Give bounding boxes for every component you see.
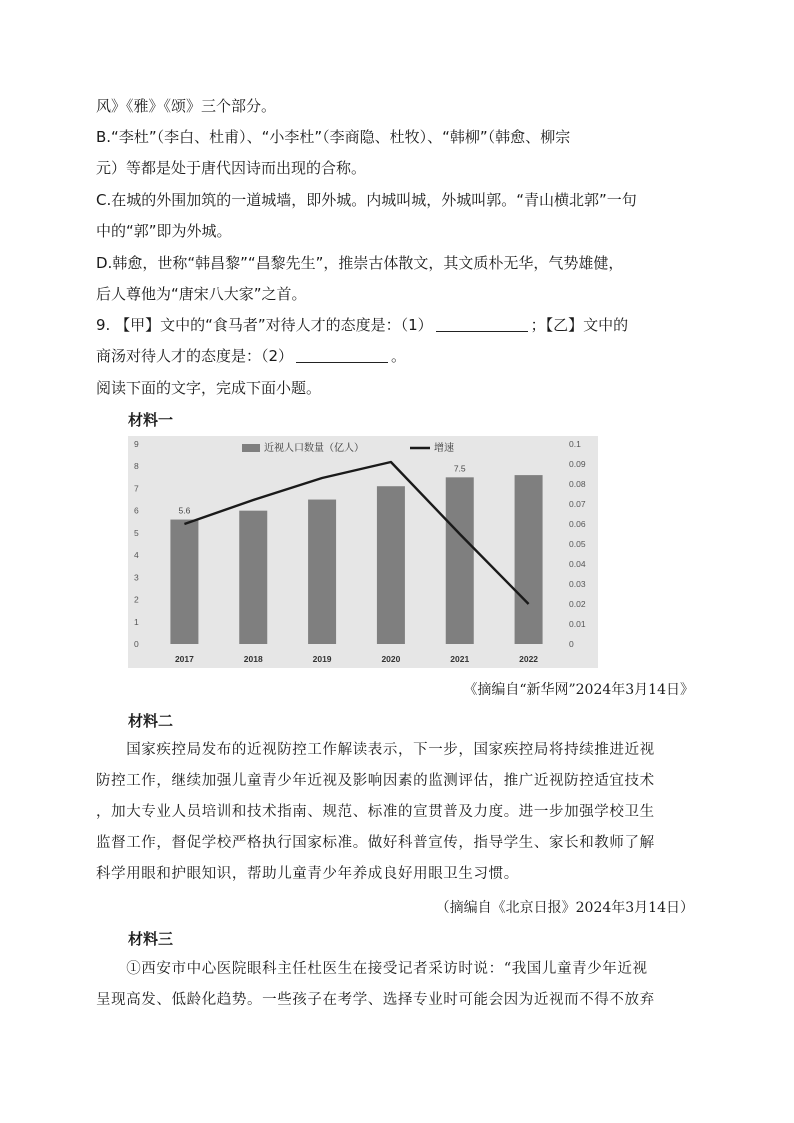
legend-line-label: 增速 [434,443,454,454]
y-left-tick-label: 4 [134,550,139,561]
x-tick-label: 2019 [312,654,332,664]
x-tick-label: 2020 [381,654,401,664]
y-right-tick-label: 0.06 [569,519,586,529]
option-b-line-1: B.“李杜”（李白、杜甫）、“小李杜”（李商隐、杜牧）、“韩柳”（韩愈、柳宗 [96,128,571,146]
y-right-tick-label: 0.01 [569,619,586,629]
material-1-source: 《摘编自“新华网”2024年3月14日》 [463,682,694,698]
y-right-tick-label: 0.07 [569,499,586,509]
bar-2018 [239,511,267,644]
data-label-2017: 5.6 [178,505,191,516]
y-left-tick-label: 1 [134,616,139,627]
y-right-tick-label: 0 [569,639,574,649]
y-right-tick-label: 0.09 [569,459,586,469]
paragraph-line: 国家疾控局发布的近视防控工作解读表示，下一步，国家疾控局将持续推进近视 [96,742,655,758]
option-d-line-1: D.韩愈，世称“韩昌黎”“昌黎先生”，推崇古体散文，其文质朴无华，气势雄健， [96,254,624,272]
bar-2022 [515,475,543,644]
data-label-2021: 7.5 [453,463,466,474]
option-b-line-2: 元）等都是处于唐代因诗而出现的合称。 [96,159,367,177]
answer-blank-2[interactable] [296,348,388,363]
paragraph-line: 监督工作，督促学校严格执行国家标准。做好科普宣传，指导学生、家长和教师了解 [96,835,655,851]
text-line: 风》《雅》《颂》三个部分。 [96,97,277,115]
material-2-heading: 材料二 [128,712,174,730]
question-9-text: 9. 【甲】文中的“食马者”对待人才的态度是：（1） [96,316,433,334]
paragraph-line: ①西安市中心医院眼科主任杜医生在接受记者采访时说：“我国儿童青少年近视 [96,961,648,977]
x-tick-label: 2022 [519,654,539,664]
question-9-text-2: ；【乙】文中的 [530,316,629,334]
material-3-heading: 材料三 [128,930,174,948]
paragraph-line: 科学用眼和护眼知识，帮助儿童青少年养成良好用眼卫生习惯。 [96,866,519,882]
y-left-tick-label: 5 [134,527,139,538]
y-right-tick-label: 0.03 [569,579,586,589]
y-left-tick-label: 6 [134,505,139,516]
material-2-paragraph [96,735,700,890]
answer-blank-1[interactable] [436,317,528,332]
y-right-tick-label: 0.1 [569,439,581,449]
option-d-line-2: 后人尊他为“唐宋八大家”之首。 [96,285,307,303]
question-9-line-1 [96,315,628,335]
y-left-tick-label: 0 [134,639,139,649]
legend-bar-swatch [242,444,260,452]
y-left-tick-label: 3 [134,572,139,583]
instruction: 阅读下面的文字，完成下面小题。 [96,379,322,397]
paragraph-line: 防控工作，继续加强儿童青少年近视及影响因素的监测评估，推广近视防控适宜技术 [96,773,655,789]
bar-2021 [446,477,474,644]
material-1-heading: 材料一 [128,411,174,429]
x-tick-label: 2018 [243,654,263,664]
paragraph-line: 呈现高发、低龄化趋势。一些孩子在考学、选择专业时可能会因为近视而不得不放弃 [96,992,655,1008]
y-left-tick-label: 2 [134,594,139,605]
material-2-source: （摘编自《北京日报》2024年3月14日） [435,900,694,916]
y-right-tick-label: 0.05 [569,539,586,549]
x-tick-label: 2017 [174,654,194,664]
question-9-text-4: 。 [391,347,407,365]
option-c-line-1: C.在城的外围加筑的一道城墙，即外城。内城叫城，外城叫郭。“青山横北郭”一句 [96,191,637,209]
paragraph-line: ，加大专业人员培训和技术指南、规范、标准的宣贯普及力度。进一步加强学校卫生 [96,804,655,820]
material-3-paragraph [96,954,700,1016]
y-left-tick-label: 8 [134,461,139,472]
x-tick-label: 2021 [450,654,470,664]
option-c-line-2: 中的“郭”即为外城。 [96,222,232,240]
bar-2020 [377,486,405,644]
y-right-tick-label: 0.02 [569,599,586,609]
question-9-text-3: 商汤对待人才的态度是：（2） [96,347,294,365]
bar-2017 [170,520,198,644]
y-right-tick-label: 0.08 [569,479,586,489]
bar-2019 [308,500,336,644]
y-right-tick-label: 0.04 [569,559,586,569]
y-left-tick-label: 7 [134,483,139,494]
question-9-line-2 [96,346,406,366]
myopia-chart [128,436,598,668]
y-left-tick-label: 9 [134,439,139,449]
legend-bar-label: 近视人口数量（亿人） [264,443,364,454]
